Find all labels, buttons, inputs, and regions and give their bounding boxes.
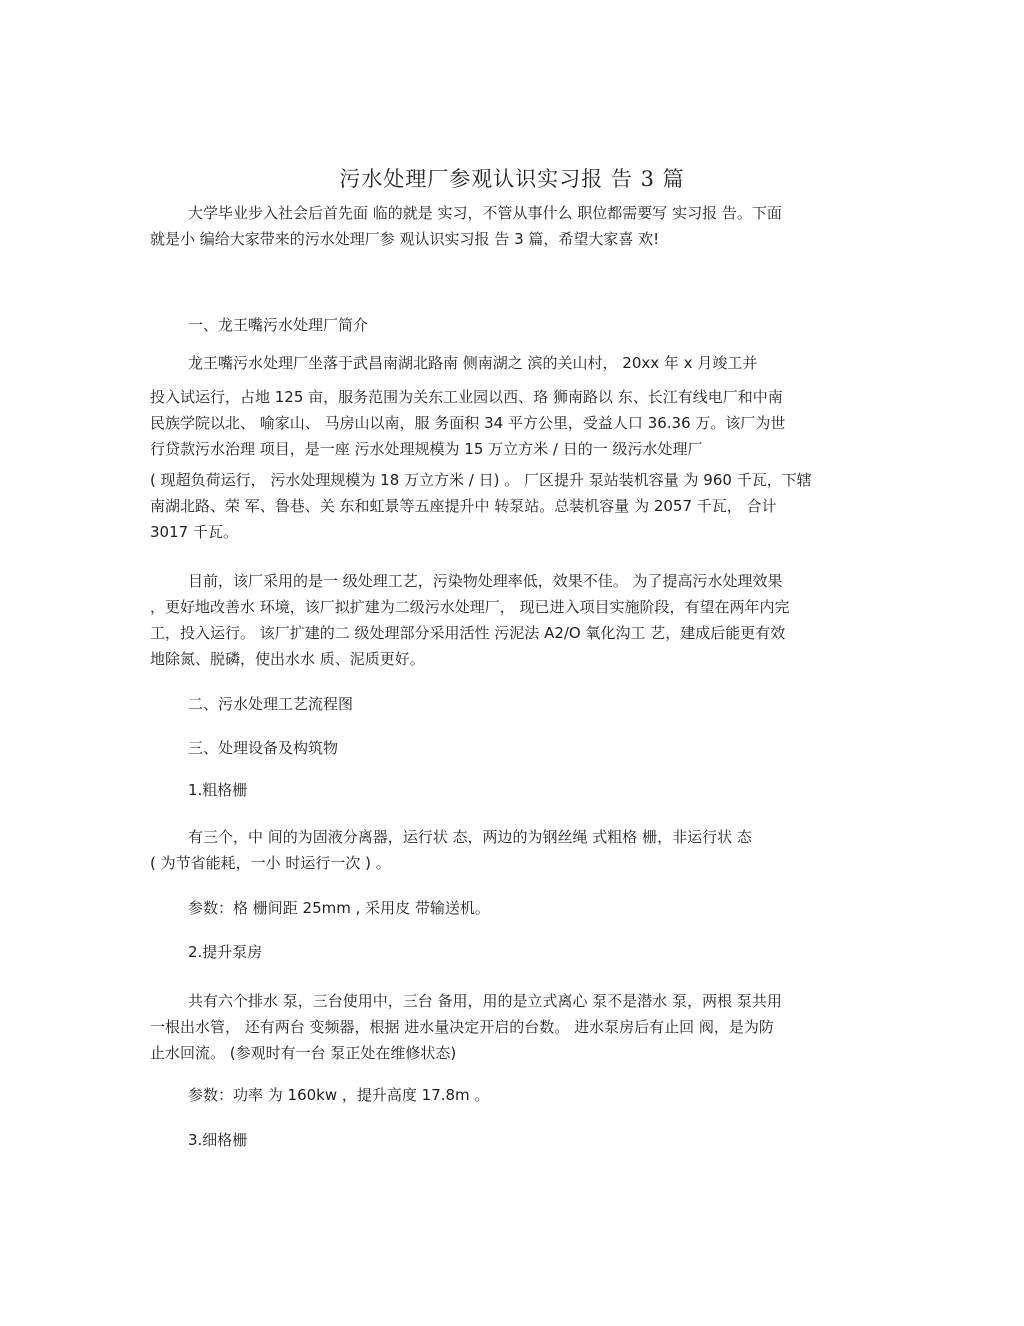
- section1-para1-line-7: 3017 千瓦。: [150, 523, 238, 541]
- item2-text-line-3: 止水回流。 (参观时有一台 泵正处在维修状态): [150, 1044, 457, 1062]
- intro-line-2: 就是小 编给大家带来的污水处理厂参 观认识实习报 告 3 篇，希望大家喜 欢!: [150, 230, 660, 248]
- item1-param: 参数：格 栅间距 25mm , 采用皮 带输送机。: [188, 899, 490, 917]
- section1-para2-line-2: ，更好地改善水 环境，该厂拟扩建为二级污水处理厂， 现已进入项目实施阶段，有望在两年内完: [150, 598, 790, 616]
- item1-text-line-2: ( 为节省能耗，一小 时运行一次 ) 。: [150, 854, 391, 872]
- section1-para1-line-4: 行贷款污水治理 项目，是一座 污水处理规模为 15 万立方米 / 日的一 级污水处理厂: [150, 440, 703, 458]
- item3-heading: 3.细格栅: [188, 1131, 248, 1149]
- item2-text-line-2: 一根出水管， 还有两台 变频器，根据 进水量决定开启的台数。 进水泵房后有止回 阀，是为防: [150, 1018, 774, 1036]
- section1-para1-line-6: 南湖北路、荣 军、鲁巷、关 东和虹景等五座提升中 转泵站。总装机容量 为 2057 千瓦， 合计: [150, 497, 777, 515]
- section1-para1-line-1: 龙王嘴污水处理厂坐落于武昌南湖北路南 侧南湖之 滨的关山村， 20xx 年 x 月竣工并: [188, 354, 758, 372]
- document-title: 污水处理厂参观认识实习报 告 3 篇: [339, 167, 685, 191]
- section2-heading: 二、污水处理工艺流程图: [188, 695, 354, 713]
- item2-param: 参数：功率 为 160kw ，提升高度 17.8m 。: [188, 1086, 490, 1104]
- section1-para1-line-5: ( 现超负荷运行， 污水处理规模为 18 万立方米 / 日) 。 厂区提升 泵站装机容量 为 960 千瓦，下辖: [150, 471, 812, 489]
- item1-heading: 1.粗格栅: [188, 781, 248, 799]
- section1-para2-line-1: 目前，该厂采用的是一 级处理工艺，污染物处理率低，效果不佳。 为了提高污水处理效果: [188, 572, 783, 590]
- section1-heading: 一、龙王嘴污水处理厂简介: [188, 316, 369, 334]
- item2-heading: 2.提升泵房: [188, 943, 263, 961]
- section1-para1-line-3: 民族学院以北、 喻家山、 马房山以南，服 务面积 34 平方公里，受益人口 36.36 万。该厂为世: [150, 414, 786, 432]
- item2-text-line-1: 共有六个排水 泵，三台使用中，三台 备用，用的是立式离心 泵不是潜水 泵，两根 泵共用: [188, 992, 782, 1010]
- item1-text-line-1: 有三个，中 间的为固液分离器，运行状 态，两边的为钢丝绳 式粗格 栅，非运行状 态: [188, 828, 752, 846]
- section1-para2-line-3: 工，投入运行。 该厂扩建的二 级处理部分采用活性 污泥法 A2/O 氧化沟工 艺，建成后能更有效: [150, 624, 786, 642]
- section1-para2-line-4: 地除氮、脱磷，使出水水 质、泥质更好。: [150, 650, 425, 668]
- section1-para1-line-2: 投入试运行，占地 125 亩，服务范围为关东工业园以西、珞 狮南路以 东、长江有线电厂和中南: [150, 388, 783, 406]
- intro-line-1: 大学毕业步入社会后首先面 临的就是 实习，不管从事什么 职位都需要写 实习报 告。下面: [188, 204, 782, 222]
- section3-heading: 三、处理设备及构筑物: [188, 739, 339, 757]
